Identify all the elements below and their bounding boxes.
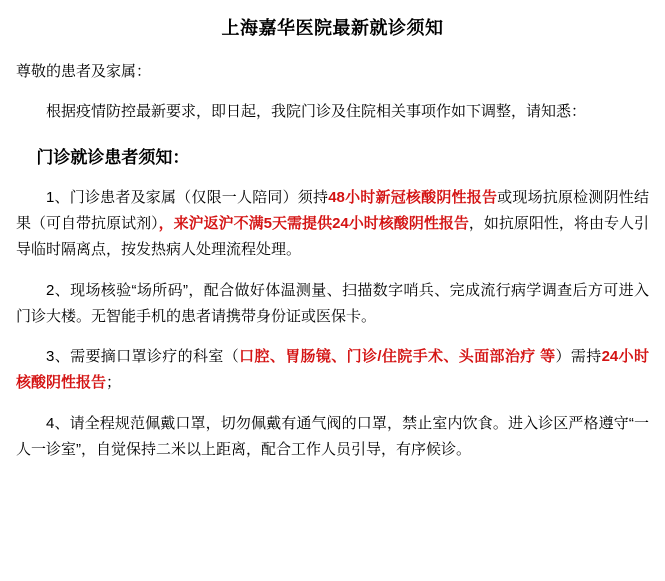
notice-item-1-seg-3: 或现场抗原检测阴性结果（可自带抗原试剂）	[16, 188, 649, 233]
notice-item-3-seg-2: 口腔、胃肠镜、门诊/住院手术、头面部治疗 等	[239, 348, 556, 366]
notice-item-1-seg-4: ，来沪返沪不满5天需提供24小时核酸阴性报告	[158, 215, 469, 233]
notice-item-3-seg-1: 3、需要摘口罩诊疗的科室（	[46, 348, 240, 366]
notice-item-3	[16, 344, 649, 397]
notice-item-3-seg-3: ）需持	[555, 348, 602, 366]
intro-paragraph: 根据疫情防控最新要求，即日起，我院门诊及住院相关事项作如下调整，请知悉：	[46, 103, 587, 121]
page-title: 上海嘉华医院最新就诊须知	[221, 18, 444, 38]
notice-item-3-seg-4: 24小时核酸阴性报告	[16, 348, 649, 392]
notice-item-2-seg-1: 2、现场核验“场所码”，配合做好体温测量、扫描数字哨兵、完成流行病学调查后方可进入门诊大楼。无智能手机的患者请携带身份证或医保卡。	[16, 281, 649, 325]
notice-item-4-seg-1: 4、请全程规范佩戴口罩，切勿佩戴有通气阀的口罩，禁止室内饮食。进入诊区严格遵守“一人一诊室”，自觉保持二米以上距离，配合工作人员引导，有序候诊。	[16, 414, 649, 458]
notice-item-1-seg-5: ，如抗原阳性，将由专人引导临时隔离点，按发热病人处理流程处理。	[16, 215, 649, 259]
notice-item-4	[16, 411, 649, 464]
notice-item-1-seg-1: 1、门诊患者及家属（仅限一人陪同）须持	[46, 188, 329, 206]
notice-item-3-seg-5: ；	[106, 374, 122, 392]
notice-item-1-seg-2: 48小时新冠核酸阴性报告	[328, 188, 498, 206]
notice-item-1	[16, 185, 649, 264]
notice-item-2	[16, 278, 649, 331]
section-heading-outpatient: 门诊就诊患者须知：	[36, 147, 190, 167]
salutation-paragraph: 尊敬的患者及家属：	[16, 63, 152, 81]
